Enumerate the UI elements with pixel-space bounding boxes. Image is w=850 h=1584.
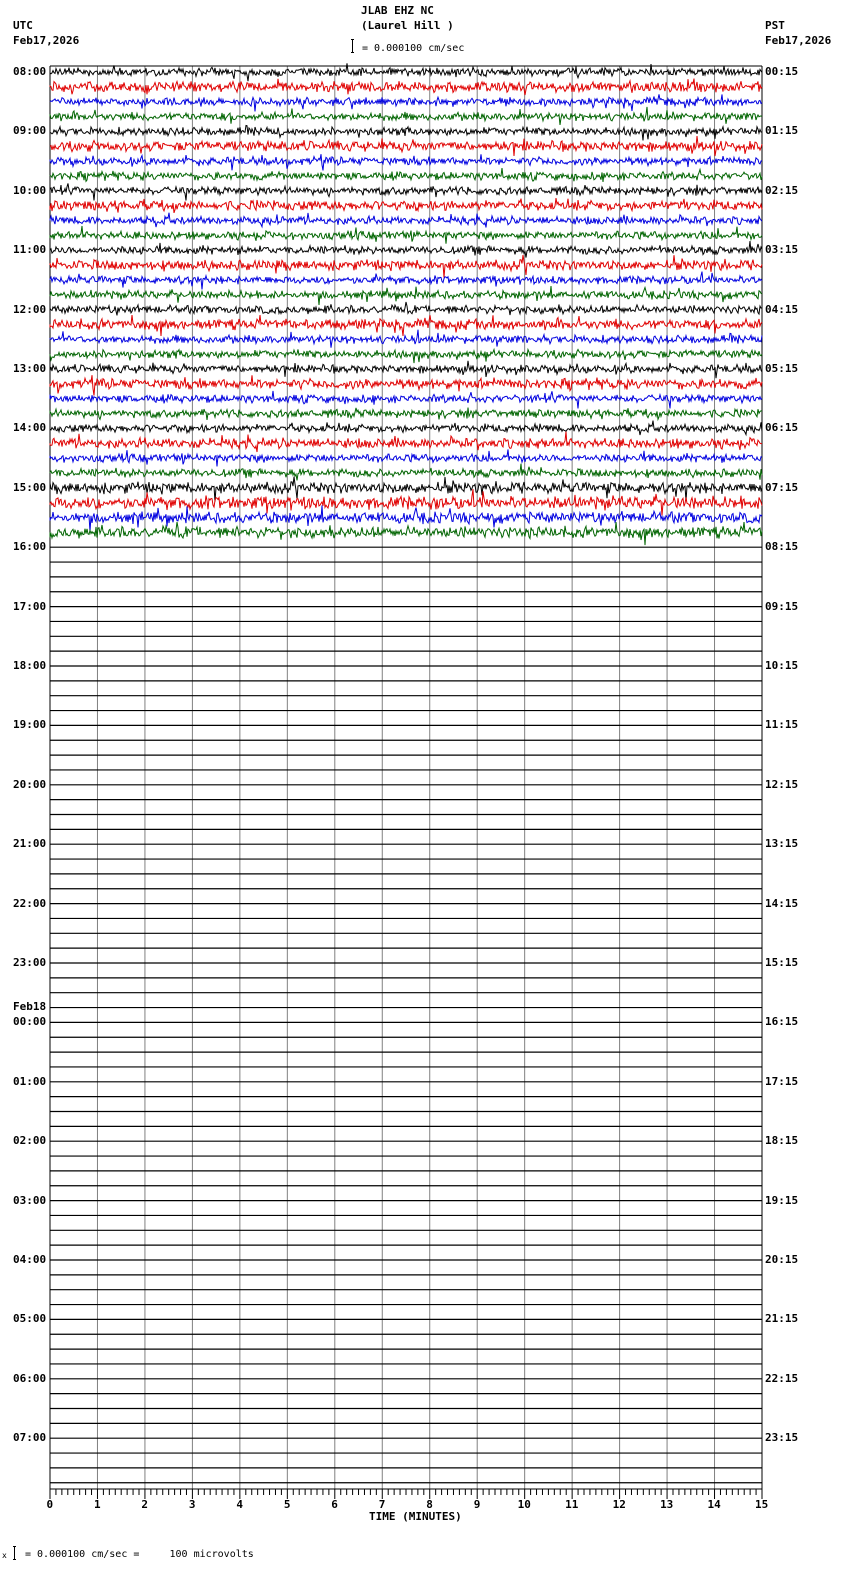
station-title: JLAB EHZ NC xyxy=(361,4,434,17)
x-tick-label: 2 xyxy=(141,1498,149,1511)
utc-hour-label: 12:00 xyxy=(13,302,47,316)
scale-text: = 0.000100 cm/sec xyxy=(362,43,465,54)
seismic-trace xyxy=(50,315,762,336)
utc-hour-label: 14:00 xyxy=(13,421,47,435)
pst-hour-label: 22:15 xyxy=(765,1371,799,1385)
left-date: Feb17,2026 xyxy=(13,34,80,47)
x-tick-label: 1 xyxy=(93,1498,101,1511)
utc-hour-label: 23:00 xyxy=(13,956,47,969)
seismic-trace xyxy=(50,432,762,453)
seismic-trace xyxy=(50,302,762,315)
pst-hour-label: 14:15 xyxy=(765,896,799,910)
utc-hour-label: 22:00 xyxy=(13,896,47,910)
x-tick-label: 0 xyxy=(46,1498,54,1511)
utc-hour-label: 06:00 xyxy=(13,1371,47,1385)
utc-hour-label: 09:00 xyxy=(13,124,47,138)
x-tick-label: 15 xyxy=(755,1498,769,1511)
utc-hour-label: 21:00 xyxy=(13,837,47,851)
right-date: Feb17,2026 xyxy=(765,34,832,47)
utc-hour-label: 00:00 xyxy=(13,1015,47,1029)
utc-hour-label: 07:00 xyxy=(13,1431,47,1445)
seismic-trace xyxy=(50,272,762,290)
pst-hour-label: 11:15 xyxy=(765,718,799,732)
x-tick-label: 6 xyxy=(331,1498,338,1511)
seismic-trace xyxy=(50,489,762,515)
seismic-trace xyxy=(50,255,762,278)
utc-hour-label: 04:00 xyxy=(13,1253,47,1266)
pst-hour-label: 10:15 xyxy=(765,659,799,672)
seismic-trace xyxy=(50,183,762,200)
seismic-trace xyxy=(50,79,762,95)
utc-hour-label: 02:00 xyxy=(13,1134,47,1148)
utc-hour-label: 11:00 xyxy=(13,243,47,257)
x-tick-label: 10 xyxy=(517,1498,531,1511)
footer-scale-bar-icon xyxy=(13,1546,16,1560)
utc-hour-label: 10:00 xyxy=(13,183,47,197)
pst-hour-label: 15:15 xyxy=(765,956,799,969)
pst-hour-label: 17:15 xyxy=(765,1074,799,1088)
station-location: (Laurel Hill ) xyxy=(361,19,454,32)
seismic-trace xyxy=(50,168,762,182)
x-tick-label: 8 xyxy=(426,1498,433,1511)
pst-hour-label: 04:15 xyxy=(765,302,799,316)
seismic-trace xyxy=(50,213,762,228)
utc-hour-label: 05:00 xyxy=(13,1312,47,1326)
pst-hour-label: 18:15 xyxy=(765,1134,799,1148)
x-tick-label: 14 xyxy=(707,1498,721,1511)
seismic-trace xyxy=(50,349,762,363)
pst-hour-label: 12:15 xyxy=(765,777,799,791)
utc-hour-label: 19:00 xyxy=(13,718,47,732)
seismic-trace xyxy=(50,241,762,258)
pst-hour-label: 07:15 xyxy=(765,480,799,494)
seismic-trace xyxy=(50,522,762,545)
x-tick-label: 3 xyxy=(188,1498,196,1511)
pst-hour-label: 00:15 xyxy=(765,65,799,78)
seismic-trace xyxy=(50,198,762,213)
pst-hour-label: 09:15 xyxy=(765,599,799,613)
seismic-trace xyxy=(50,136,762,156)
seismic-trace xyxy=(50,464,762,481)
utc-hour-label: 15:00 xyxy=(13,480,47,494)
x-axis-label: TIME (MINUTES) xyxy=(369,1510,462,1523)
utc-hour-label: 18:00 xyxy=(13,659,47,672)
scale-bar-icon xyxy=(351,39,354,53)
x-tick-label: 5 xyxy=(283,1498,291,1511)
pst-hour-label: 02:15 xyxy=(765,183,799,197)
right-timezone: PST xyxy=(765,19,785,32)
seismic-trace xyxy=(50,361,762,378)
utc-hour-label: 01:00 xyxy=(13,1074,47,1088)
seismic-trace xyxy=(50,449,762,466)
footer-scale-text: = 0.000100 cm/sec = 100 microvolts xyxy=(25,1549,254,1560)
utc-hour-label: 08:00 xyxy=(13,65,47,78)
x-tick-label: 7 xyxy=(378,1498,386,1511)
x-tick-label: 12 xyxy=(612,1498,626,1511)
seismic-trace xyxy=(50,94,762,111)
utc-hour-label: 13:00 xyxy=(13,362,47,375)
pst-hour-label: 19:15 xyxy=(765,1193,799,1207)
seismic-trace xyxy=(50,154,762,170)
seismic-trace xyxy=(50,226,762,244)
seismic-trace xyxy=(50,408,762,420)
pst-hour-label: 16:15 xyxy=(765,1015,799,1029)
pst-hour-label: 13:15 xyxy=(765,837,799,851)
seismic-trace xyxy=(50,505,762,531)
pst-hour-label: 23:15 xyxy=(765,1431,799,1445)
utc-hour-label: 20:00 xyxy=(13,777,47,791)
pst-hour-label: 05:15 xyxy=(765,362,799,375)
footer-marker: x xyxy=(2,1551,7,1560)
pst-hour-label: 21:15 xyxy=(765,1312,799,1326)
pst-hour-label: 20:15 xyxy=(765,1253,799,1266)
utc-hour-label: 16:00 xyxy=(13,540,47,554)
x-tick-label: 13 xyxy=(660,1498,674,1511)
seismic-trace xyxy=(50,375,762,395)
seismic-trace xyxy=(50,107,762,125)
x-tick-label: 4 xyxy=(236,1498,243,1511)
utc-hour-label: 03:00 xyxy=(13,1193,47,1207)
left-timezone: UTC xyxy=(13,19,33,32)
seismic-trace xyxy=(50,391,762,409)
utc-hour-label: 17:00 xyxy=(13,599,47,613)
seismic-trace xyxy=(50,330,762,348)
x-tick-label: 9 xyxy=(473,1498,481,1511)
seismic-trace xyxy=(50,421,762,435)
pst-hour-label: 01:15 xyxy=(765,124,799,138)
pst-hour-label: 08:15 xyxy=(765,540,799,554)
date-change-label: Feb18 xyxy=(13,1000,47,1014)
seismic-trace xyxy=(50,126,762,141)
pst-hour-label: 03:15 xyxy=(765,243,799,257)
pst-hour-label: 06:15 xyxy=(765,421,799,435)
x-tick-label: 11 xyxy=(565,1498,579,1511)
